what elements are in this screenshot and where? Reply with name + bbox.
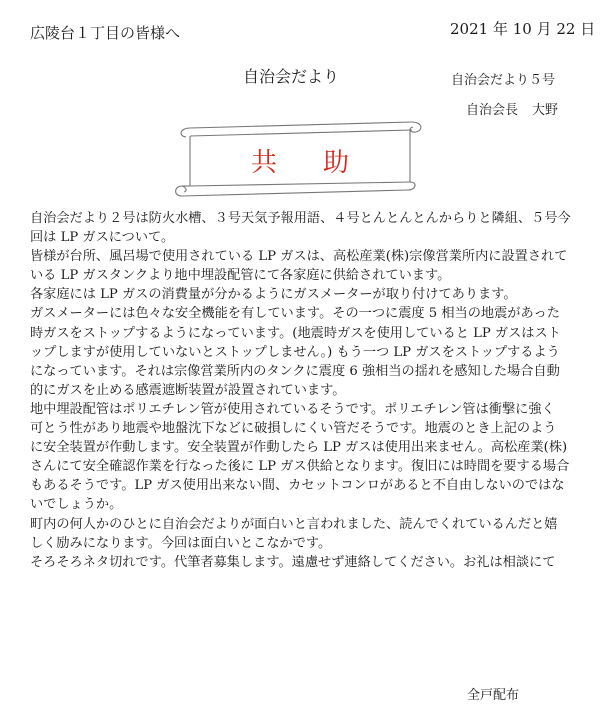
body-line: ガスメーターには色々な安全機能を有しています。その一つに震度 5 相当の地震があった: [30, 306, 560, 322]
newsletter-body: [30, 209, 578, 572]
distribution-note: 全戸配布: [467, 688, 520, 703]
issue-number: 自治会だより５号: [451, 73, 556, 88]
body-line: もあるそうです。LP ガス使用出来ない間、カセットコンロがあると不自由しないのではな: [30, 478, 565, 494]
body-line: になっています。それは宗像営業所内のタンクに震度 6 強相当の揺れを感知した場合自動: [30, 363, 560, 379]
body-line: 回は LP ガスについて。: [30, 230, 175, 246]
recipient-line: 広陵台１丁目の皆様へ: [30, 24, 181, 42]
body-line: いでしょうか。: [30, 497, 123, 513]
body-line: に安全装置が作動します。安全装置が作動したら LP ガスは使用出来ません。高松産業(株): [30, 440, 568, 456]
document-date: 2021 年 10 月 22 日: [450, 20, 596, 38]
body-line: そろそろネタ切れです。代筆者募集します。遠慮せず連絡してください。お礼は相談にて: [30, 554, 556, 570]
body-line: いる LP ガスタンクより地中埋設配管にて各家庭に供給されています。: [30, 268, 451, 284]
chair-name: 大野: [532, 103, 559, 118]
body-line: 地中埋設配管はポリエチレン管が使用されているそうです。ポリエチレン管は衝撃に強く: [30, 401, 555, 417]
body-line: 皆様が台所、風呂場で使用されている LP ガスは、高松産業(株)宗像営業所内に設置されて: [30, 249, 568, 265]
banner-title: 共助: [250, 148, 395, 178]
newsletter-title: 自治会だより: [243, 67, 340, 86]
body-line: しく励みになります。今回は面白いとこなかです。: [30, 535, 332, 551]
body-line: 各家庭には LP ガスの消費量が分かるようにガスメーターが取り付けてあります。: [30, 287, 517, 303]
chair-role: 自治会長: [466, 103, 519, 118]
body-line: 時ガスをストップするようになっています。(地震時ガスを使用していると LP ガスはスト: [30, 325, 561, 341]
chair-signature: [466, 99, 558, 118]
body-line: ップしますが使用していないとストップしません。) もう一つ LP ガスをストップするよう: [30, 344, 560, 360]
body-line: さんにて安全確認作業を行なった後に LP ガス供給となります。復旧には時間を要する場合: [30, 459, 570, 475]
body-line: 可とう性があり地震や地盤沈下などに破損しにくい管だそうです。地震のとき上記のよう: [30, 421, 557, 437]
body-line: 町内の何人かのひとに自治会だよりが面白いと言われました、読んでくれているんだと嬉: [30, 516, 558, 532]
body-line: 自治会だより２号は防火水槽、３号天気予報用語、４号とんとんとんからりと隣組、５号今: [30, 211, 571, 226]
body-line: 的にガスを止める感震遮断装置が設置されています。: [30, 382, 346, 398]
